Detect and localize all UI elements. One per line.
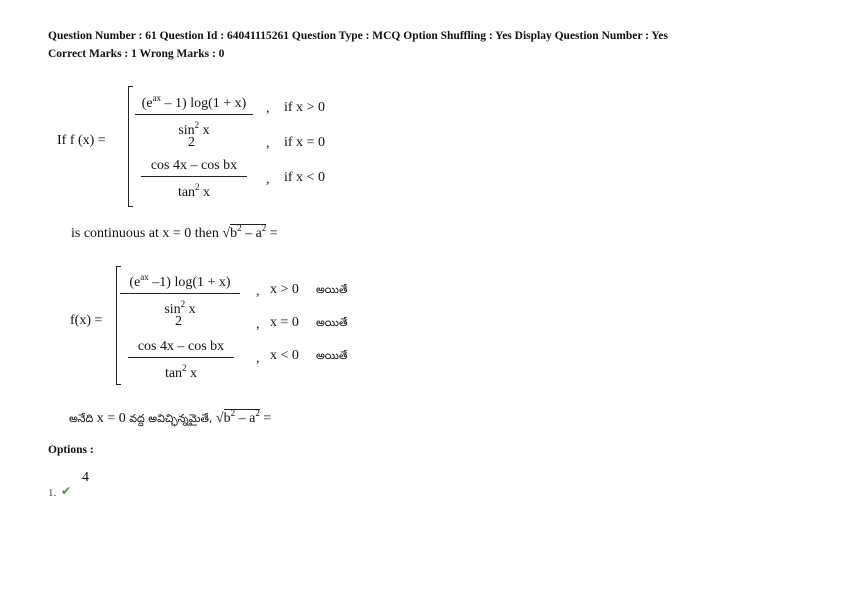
case2-comma-telugu: , — [256, 317, 260, 332]
option-1-number: 1. — [48, 487, 57, 499]
correct-check-icon: ✔ — [61, 484, 72, 498]
function-lhs: If f (x) = — [57, 133, 106, 148]
case1-comma-telugu: , — [256, 284, 260, 299]
case3-condition-telugu: x < 0 — [270, 348, 299, 363]
function-lhs-telugu: f(x) = — [70, 313, 103, 328]
case3-fraction: cos 4x – cos bx $\tan^2 x$ — [141, 157, 247, 202]
case3-comma: , — [266, 172, 270, 187]
case1-telugu-word: అయితే — [316, 283, 348, 296]
case2-value: 2 — [188, 135, 195, 150]
question-header: Question Number : 61 Question Id : 64041115261 Question Type : MCQ Option Shuffling : Yes Display Question Number : Yes — [48, 30, 669, 42]
case3-condition: if x < 0 — [284, 170, 325, 185]
case3-fraction-telugu: cos 4x – cos bx $\tan^2 x$ — [128, 338, 234, 383]
case2-comma: , — [266, 136, 270, 151]
option-1-value: 4 — [82, 470, 89, 485]
options-label: Options : — [48, 444, 94, 456]
case3-comma-telugu: , — [256, 351, 260, 366]
case1-fraction-telugu: ($e^{ax}$ –1) log(1 + x) $\sin^2 x$ — [120, 268, 240, 319]
case2-telugu-word: అయితే — [316, 316, 348, 329]
case1-comma: , — [266, 101, 270, 116]
continuity-statement: is continuous at x = 0 then $√b^2 - a^2$ = — [71, 223, 278, 241]
case1-condition: if x > 0 — [284, 100, 325, 115]
case2-condition-telugu: x = 0 — [270, 315, 299, 330]
continuity-statement-telugu: అనేది x = 0 వద్ద అవిచ్ఛిన్నమైతే, $√b^2 - a^2$ = — [69, 408, 272, 426]
case1-fraction: $(e^{ax} - 1) \log(1 + x)$ $\sin^2 x$ — [135, 89, 253, 140]
case1-condition-telugu: x > 0 — [270, 282, 299, 297]
marks-header: Correct Marks : 1 Wrong Marks : 0 — [48, 48, 225, 60]
case3-telugu-word: అయితే — [316, 349, 348, 362]
case2-value-telugu: 2 — [175, 314, 182, 329]
piecewise-brace — [128, 86, 133, 207]
case2-condition: if x = 0 — [284, 135, 325, 150]
